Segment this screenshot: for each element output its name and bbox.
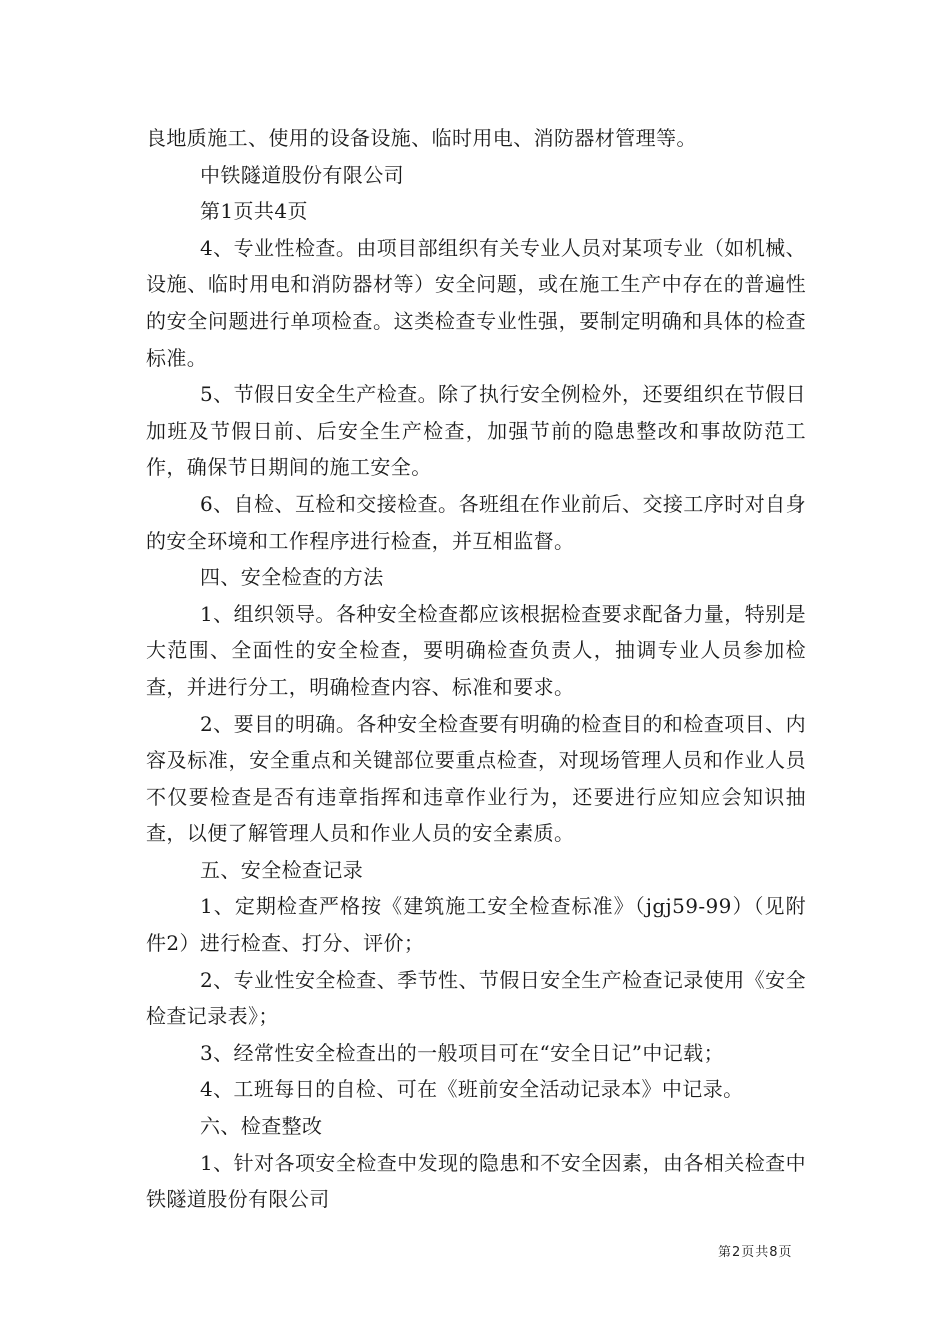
paragraph-professional-inspection: 4、专业性检查。由项目部组织有关专业人员对某项专业（如机械、设施、临时用电和消防器材等）安全问题，或在施工生产中存在的普遍性的安全问题进行单项检查。这类检查专业性强，要制定明确和具体的检查标准。 [146, 235, 806, 370]
paragraph-organization: 1、组织领导。各种安全检查都应该根据检查要求配备力量，特别是大范围、全面性的安全检查，要明确检查负责人，抽调专业人员参加检查，并进行分工，明确检查内容、标准和要求。 [146, 601, 806, 699]
paragraph-self-inspection: 6、自检、互检和交接检查。各班组在作业前后、交接工序时对自身的安全环境和工作程序进行检查，并互相监督。 [146, 491, 806, 553]
text-line: 良地质施工、使用的设备设施、临时用电、消防器材管理等。 [146, 126, 697, 150]
section-heading-methods: 四、安全检查的方法 [200, 565, 384, 590]
paragraph-record-3: 3、经常性安全检查出的一般项目可在“安全日记”中记载； [200, 1040, 724, 1065]
page-footer-indicator: 第2页共8页 [718, 1245, 793, 1260]
paragraph-record-1: 1、定期检查严格按《建筑施工安全检查标准》（jgj59-99）（见附件2）进行检查、打分、评价； [146, 894, 806, 956]
document-page [146, 120, 806, 1218]
paragraph-holiday-inspection: 5、节假日安全生产检查。除了执行安全例检外，还要组织在节假日加班及节假日前、后安全生产检查，加强节前的隐患整改和事故防范工作，确保节日期间的施工安全。 [146, 382, 806, 480]
paragraph-clear-purpose: 2、要目的明确。各种安全检查要有明确的检查目的和检查项目、内容及标准，安全重点和关键部位要重点检查，对现场管理人员和作业人员不仅要检查是否有违章指挥和违章作业行为，还要进行应知应会知识抽查，以便了解管理人员和作业人员的安全素质。 [146, 711, 806, 846]
paragraph-rectification-1: 1、针对各项安全检查中发现的隐患和不安全因素，由各相关检查中铁隧道股份有限公司 [146, 1150, 806, 1212]
section-heading-rectification: 六、检查整改 [200, 1114, 323, 1139]
inner-page-indicator: 第1页共4页 [200, 199, 308, 224]
paragraph-record-2: 2、专业性安全检查、季节性、节假日安全生产检查记录使用《安全检查记录表》； [146, 967, 806, 1029]
company-name-line: 中铁隧道股份有限公司 [200, 162, 404, 187]
section-heading-records: 五、安全检查记录 [200, 857, 364, 882]
paragraph-record-4: 4、工班每日的自检、可在《班前安全活动记录本》中记录。 [200, 1077, 744, 1102]
